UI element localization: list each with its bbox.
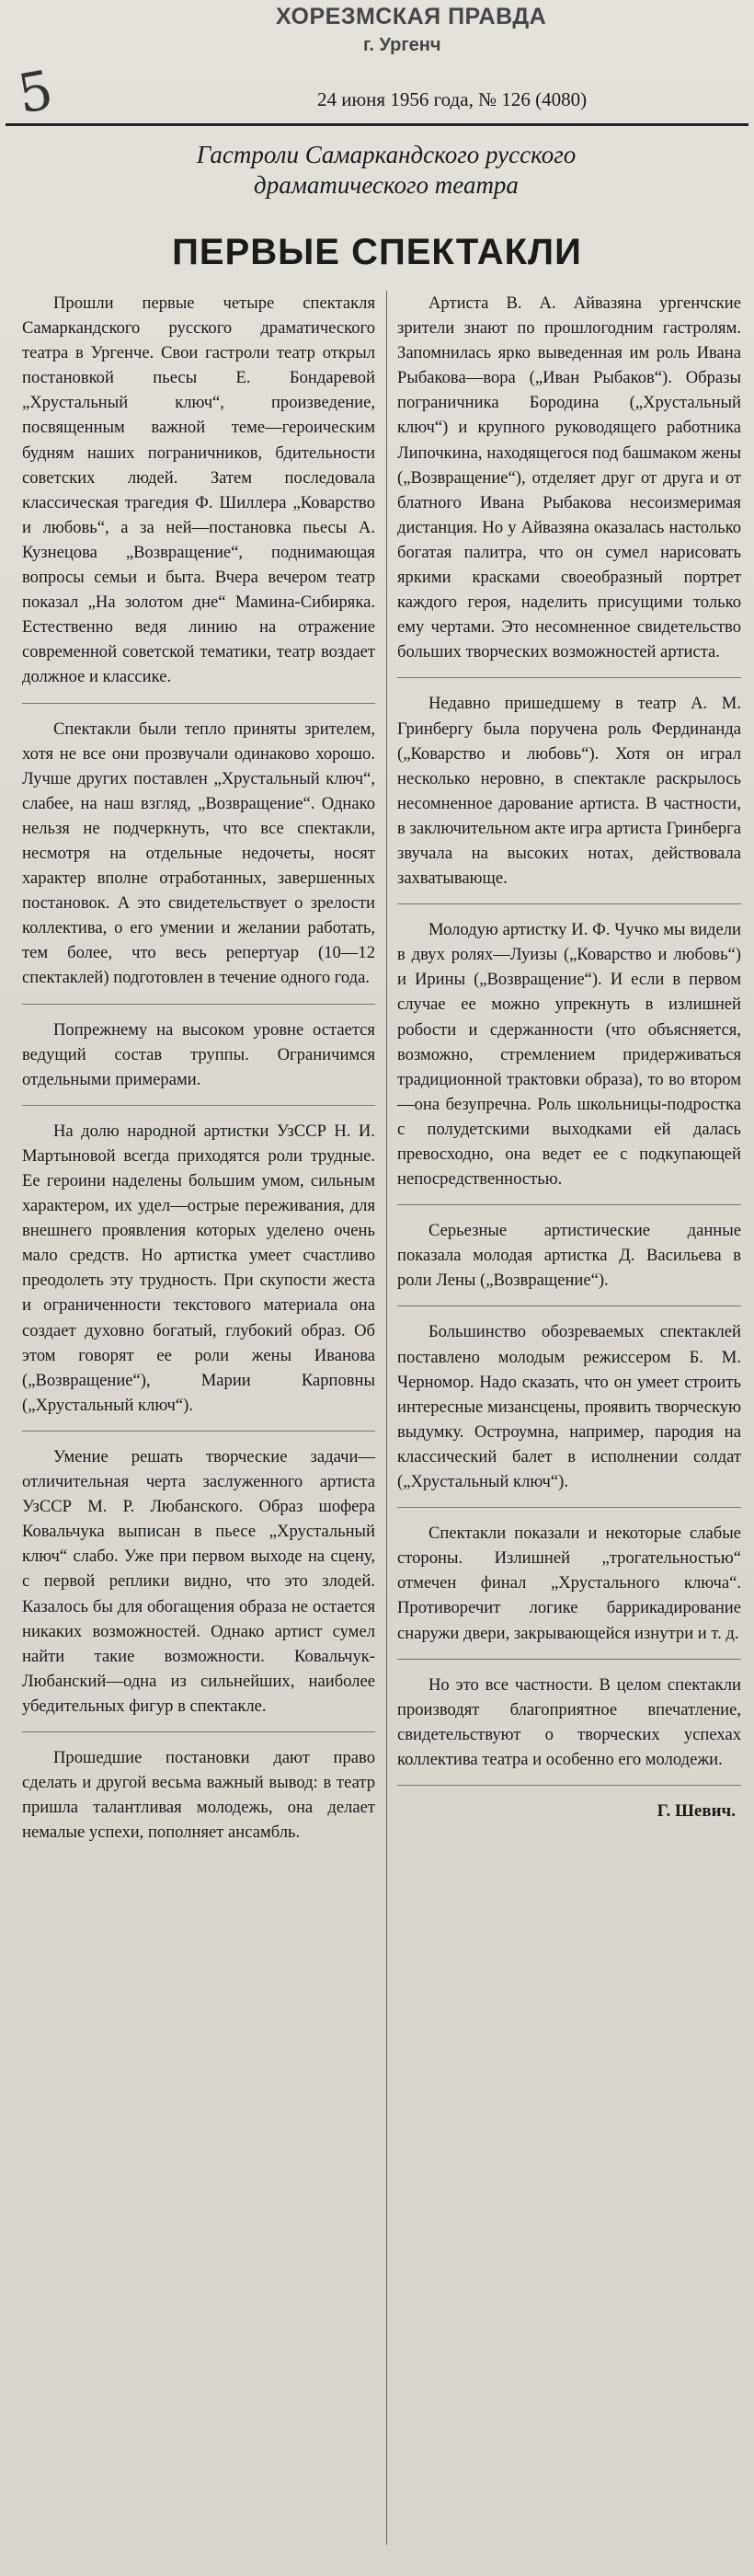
paragraph: Недавно пришедшему в театр А. М. Гринбергу была поручена роль Фердинанда („Коварство и любовь“). Хотя он играл несколько неровно, в спектакле раскрылось несомненное дарование артиста. В частности, в заключительном акте игра артиста Гринберга звучала на высоких нотах, действовала захватывающе.: [397, 691, 741, 904]
paragraph: Спектакли показали и некоторые слабые стороны. Излишней „трогательностью“ отмечен финал „Хрустального ключа“. Противоречит логике баррикадирование снаружи двери, закрывающейся изнутри и т. д.: [397, 1521, 741, 1659]
article-headline: ПЕРВЫЕ СПЕКТАКЛИ: [172, 232, 582, 272]
article-kicker: Гастроли Самаркандского русского драматического театра: [196, 141, 577, 199]
column-divider: [386, 291, 387, 2545]
paragraph: Прошли первые четыре спектакля Самаркандского русского драматического театра в Ургенче. Свои гастроли театр открыл постановкой пьесы Е. Бондаревой „Хрустальный ключ“, произведение, посвященным важной теме—героическим будням наших пограничников, бдительности советских людей. Затем последовала классическая трагедия Ф. Шиллера „Коварство и любовь“, а за ней—постановка пьесы А. Кузнецова „Возвращение“, поднимающая вопросы семьи и быта. Вчера вечером театр показал „На золотом дне“ Мамина-Сибиряка. Естественно ведя линию на отражение современной советской тематики, театр воздает должное и классике.: [22, 291, 375, 704]
paragraph: На долю народной артистки УзССР Н. И. Мартыновой всегда приходятся роли трудные. Ее героини наделены большим умом, сильным характером, их удел—острые переживания, для внешнего проявления которых уделено очень мало средств. Но артистка умеет счастливо преодолеть эту трудность. При скупости жеста и ограниченности текстового материала она создает духовно богатый, глубокий образ. Об этом говорят ее роли жены Иванова („Возвращение“), Марии Карповны („Хрустальный ключ“).: [22, 1119, 375, 1432]
paragraph: Но это все частности. В целом спектакли производят благоприятное впечатление, свидетельствуют о творческих успехах коллектива театра и особенно его молодежи.: [397, 1673, 741, 1786]
newspaper-city-stamp: г. Ургенч: [363, 35, 441, 55]
paragraph: Спектакли были тепло приняты зрителем, хотя не все они прозвучали одинаково хорошо. Лучше других поставлен „Хрустальный ключ“, слабее, на наш взгляд, „Возвращение“. Однако нельзя не подчеркнуть, что все спектакли, несмотря на отдельные недочеты, носят характер вполне отработанных, завершенных постановок. А это свидетельствует о зрелости коллектива, о его умении и желании работать, тем более, что весь репертуар (10—12 спектаклей) подготовлен в течение одного года.: [22, 717, 375, 1005]
paragraph: Попрежнему на высоком уровне остается ведущий состав труппы. Ограничимся отдельными примерами.: [22, 1018, 375, 1106]
paragraph: Прошедшие постановки дают право сделать и другой весьма важный вывод: в театр пришла талантливая молодежь, она делает немалые успехи, пополняет ансамбль.: [22, 1747, 375, 1843]
paragraph: Молодую артистку И. Ф. Чучко мы видели в двух ролях—Луизы („Коварство и любовь“) и Ирины („Возвращение“). И если в первом случае ее можно упрекнуть в излишней робости и сдержанности (что объясняется, возможно, стремлением придерживаться традиционной трактовки образа), то во втором—она безупречна. Роль школьницы-подростка с полудетскими выходками ей далась превосходно, она ведет ее с подкупающей непосредственностью.: [397, 917, 741, 1205]
right-column: [397, 291, 741, 1823]
top-rule: [6, 123, 748, 126]
left-column: [22, 291, 375, 1870]
author-signature: Г. Шевич.: [657, 1800, 736, 1821]
paragraph: Большинство обозреваемых спектаклей поставлено молодым режиссером Б. М. Черномор. Надо сказать, что он умеет строить интересные мизансцены, проявить творческую выдумку. Остроумна, например, пародия на классический балет в исполнении солдат („Хрустальный ключ“).: [397, 1319, 741, 1508]
handwritten-page-number: 5: [13, 58, 58, 126]
paragraph: Артиста В. А. Айвазяна ургенчские зрители знают по прошлогодним гастролям. Запомнилась ярко выведенная им роль Ивана Рыбакова—вора („Иван Рыбаков“). Образы пограничника Бородина („Хрустальный ключ“) и крупного руководящего работника Липочкина, находящегося под башмаком жены („Возвращение“), отделяет друг от друга и от блатного Ивана Рыбакова несоизмеримая дистанция. Но у Айвазяна оказалась настолько богатая палитра, что он сумел нарисовать яркими красками своеобразный портрет каждого героя, наделить присущими только ему чертами. Это несомненное свидетельство больших творческих возможностей артиста.: [397, 291, 741, 678]
newspaper-title-stamp: ХОРЕЗМСКАЯ ПРАВДА: [276, 4, 547, 29]
paragraph: Умение решать творческие задачи—отличительная черта заслуженного артиста УзССР М. Р. Любанского. Образ шофера Ковальчука выписан в пьесе „Хрустальный ключ“ слабо. Уже при первом выходе на сцену, с первой реплики видно, что это злодей. Казалось бы для обогащения образа не остается никаких возможностей. Однако артист сумел найти такие возможности. Ковальчук-Любанский—одна из сильнейших, наиболее убедительных фигур в спектакле.: [22, 1444, 375, 1732]
paragraph: Серьезные артистические данные показала молодая артистка Д. Васильева в роли Лены („Возвращение“).: [397, 1218, 741, 1306]
issue-dateline: 24 июня 1956 года, № 126 (4080): [317, 88, 588, 110]
